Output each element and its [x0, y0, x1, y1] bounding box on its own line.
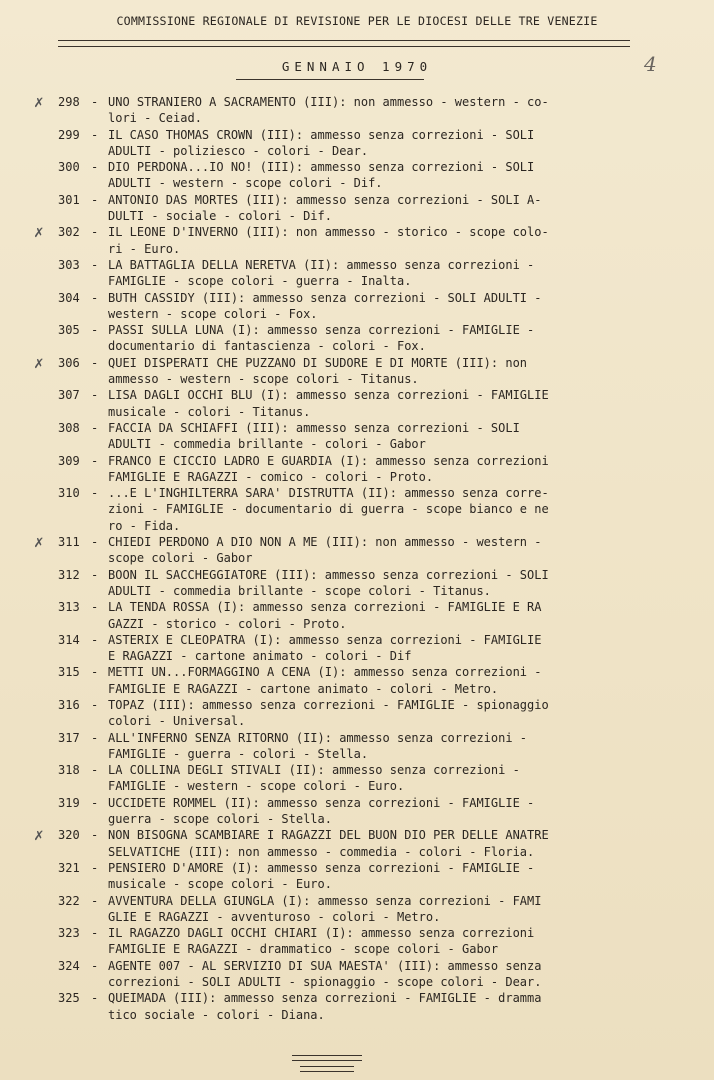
entry-text-line: METTI UN...FORMAGGINO A CENA (I): ammesso senza correzioni - — [108, 665, 542, 680]
list-item — [0, 795, 714, 828]
entry-dash: - — [91, 160, 99, 175]
entry-dash: - — [91, 860, 99, 875]
entry-number: 322 — [58, 893, 80, 908]
list-item — [0, 664, 714, 697]
entry-text-line: UCCIDETE ROMMEL (II): ammesso senza correzioni - FAMIGLIE - — [108, 795, 535, 810]
list-item — [0, 762, 714, 795]
entry-dash: - — [91, 535, 99, 550]
entry-dash: - — [91, 958, 99, 973]
entry-number: 302 — [58, 225, 80, 240]
list-item — [0, 925, 714, 958]
header-double-rule — [58, 40, 630, 47]
entry-text-line: FAMIGLIE - guerra - colori - Stella. — [108, 746, 369, 761]
list-item — [0, 127, 714, 160]
entry-text-line: ALL'INFERNO SENZA RITORNO (II): ammesso senza correzioni - — [108, 730, 528, 745]
entry-dash: - — [91, 323, 99, 338]
entry-text-line: ammesso - western - scope colori - Titanus. — [108, 372, 419, 387]
document-header: COMMISSIONE REGIONALE DI REVISIONE PER LE DIOCESI DELLE TRE VENEZIE — [116, 14, 598, 28]
entry-dash: - — [91, 763, 99, 778]
list-item — [0, 958, 714, 991]
entry-text-line: ...E L'INGHILTERRA SARA' DISTRUTTA (II): ammesso senza corre- — [108, 486, 549, 501]
entry-number: 320 — [58, 828, 80, 843]
entry-number: 317 — [58, 730, 80, 745]
handwritten-cross-mark-icon: ✗ — [34, 352, 44, 372]
list-item — [0, 94, 714, 127]
entry-text-line: ri - Euro. — [108, 241, 181, 256]
entry-number: 309 — [58, 453, 80, 468]
entry-dash: - — [91, 225, 99, 240]
entry-dash: - — [91, 795, 99, 810]
handwritten-cross-mark-icon: ✗ — [34, 532, 44, 552]
entry-text-line: FAMIGLIE E RAGAZZI - comico - colori - Proto. — [108, 469, 434, 484]
entry-text-line: IL RAGAZZO DAGLI OCCHI CHIARI (I): ammesso senza correzioni — [108, 926, 535, 941]
entry-text-line: LA BATTAGLIA DELLA NERETVA (II): ammesso senza correzioni - — [108, 257, 535, 272]
entry-text-line: musicale - scope colori - Euro. — [108, 877, 332, 892]
entry-text-line: correzioni - SOLI ADULTI - spionaggio - scope colori - Dear. — [108, 975, 542, 990]
entry-text-line: colori - Universal. — [108, 714, 246, 729]
list-item — [0, 322, 714, 355]
entry-number: 308 — [58, 420, 80, 435]
entry-text-line: ADULTI - poliziesco - colori - Dear. — [108, 143, 369, 158]
list-item — [0, 257, 714, 290]
entry-text-line: GAZZI - storico - colori - Proto. — [108, 616, 347, 631]
entry-number: 314 — [58, 632, 80, 647]
entry-number: 306 — [58, 355, 80, 370]
list-item — [0, 697, 714, 730]
entry-dash: - — [91, 355, 99, 370]
entry-text-line: ANTONIO DAS MORTES (III): ammesso senza correzioni - SOLI A- — [108, 192, 542, 207]
entry-dash: - — [91, 453, 99, 468]
entry-number: 325 — [58, 991, 80, 1006]
entry-number: 321 — [58, 860, 80, 875]
entry-dash: - — [91, 697, 99, 712]
entry-text-line: IL CASO THOMAS CROWN (III): ammesso senza correzioni - SOLI — [108, 127, 535, 142]
entry-dash: - — [91, 828, 99, 843]
entry-number: 301 — [58, 192, 80, 207]
entry-text-line: LA COLLINA DEGLI STIVALI (II): ammesso senza correzioni - — [108, 763, 520, 778]
entry-number: 299 — [58, 127, 80, 142]
entry-dash: - — [91, 600, 99, 615]
entry-text-line: TOPAZ (III): ammesso senza correzioni - FAMIGLIE - spionaggio — [108, 697, 549, 712]
film-review-list — [0, 94, 714, 1023]
list-item — [0, 827, 714, 860]
entry-number: 307 — [58, 388, 80, 403]
footer-rule — [292, 1055, 362, 1061]
entry-text-line: documentario di fantascienza - colori - Fox. — [108, 339, 426, 354]
entry-text-line: scope colori - Gabor — [108, 551, 253, 566]
entry-text-line: ro - Fida. — [108, 518, 181, 533]
entry-text-line: guerra - scope colori - Stella. — [108, 812, 332, 827]
list-item — [0, 485, 714, 534]
entry-dash: - — [91, 730, 99, 745]
entry-dash: - — [91, 632, 99, 647]
list-item — [0, 290, 714, 323]
entry-number: 312 — [58, 567, 80, 582]
entry-number: 324 — [58, 958, 80, 973]
month-heading: GENNAIO 1970 — [281, 59, 433, 74]
entry-text-line: FRANCO E CICCIO LADRO E GUARDIA (I): ammesso senza correzioni — [108, 453, 549, 468]
entry-text-line: ADULTI - western - scope colori - Dif. — [108, 176, 383, 191]
handwritten-page-number: 4 — [644, 52, 657, 76]
entry-text-line: musicale - colori - Titanus. — [108, 404, 311, 419]
entry-number: 311 — [58, 535, 80, 550]
entry-text-line: E RAGAZZI - cartone animato - colori - Dif — [108, 649, 412, 664]
entry-number: 318 — [58, 763, 80, 778]
list-item — [0, 159, 714, 192]
list-item — [0, 990, 714, 1023]
entry-number: 304 — [58, 290, 80, 305]
entry-number: 315 — [58, 665, 80, 680]
entry-text-line: FAMIGLIE E RAGAZZI - cartone animato - colori - Metro. — [108, 681, 499, 696]
entry-dash: - — [91, 127, 99, 142]
entry-dash: - — [91, 665, 99, 680]
list-item — [0, 420, 714, 453]
list-item — [0, 730, 714, 763]
entry-text-line: DIO PERDONA...IO NO! (III): ammesso senza correzioni - SOLI — [108, 160, 535, 175]
entry-dash: - — [91, 420, 99, 435]
footer-rule-lower — [300, 1066, 354, 1072]
entry-text-line: zioni - FAMIGLIE - documentario di guerra - scope bianco e ne — [108, 502, 549, 517]
entry-text-line: UNO STRANIERO A SACRAMENTO (III): non ammesso - western - co- — [108, 95, 549, 109]
entry-text-line: CHIEDI PERDONO A DIO NON A ME (III): non ammesso - western - — [108, 535, 542, 550]
list-item — [0, 860, 714, 893]
entry-text-line: FAMIGLIE E RAGAZZI - drammatico - scope colori - Gabor — [108, 942, 499, 957]
entry-text-line: QUEI DISPERATI CHE PUZZANO DI SUDORE E DI MORTE (III): non — [108, 355, 528, 370]
entry-dash: - — [91, 991, 99, 1006]
entry-number: 316 — [58, 697, 80, 712]
entry-text-line: PENSIERO D'AMORE (I): ammesso senza correzioni - FAMIGLIE - — [108, 860, 535, 875]
list-item — [0, 567, 714, 600]
entry-text-line: FAMIGLIE - western - scope colori - Euro. — [108, 779, 405, 794]
entry-text-line: ADULTI - commedia brillante - scope colori - Titanus. — [108, 583, 491, 598]
list-item — [0, 192, 714, 225]
entry-text-line: ASTERIX E CLEOPATRA (I): ammesso senza correzioni - FAMIGLIE — [108, 632, 542, 647]
entry-number: 305 — [58, 323, 80, 338]
entry-text-line: GLIE E RAGAZZI - avventuroso - colori - Metro. — [108, 909, 441, 924]
month-underline — [236, 79, 424, 80]
entry-text-line: IL LEONE D'INVERNO (III): non ammesso - storico - scope colo- — [108, 225, 549, 240]
entry-text-line: tico sociale - colori - Diana. — [108, 1007, 325, 1022]
entry-dash: - — [91, 893, 99, 908]
entry-text-line: FAMIGLIE - scope colori - guerra - Inalta. — [108, 274, 412, 289]
entry-dash: - — [91, 388, 99, 403]
entry-text-line: AVVENTURA DELLA GIUNGLA (I): ammesso senza correzioni - FAMI — [108, 893, 542, 908]
list-item — [0, 224, 714, 257]
entry-number: 313 — [58, 600, 80, 615]
handwritten-cross-mark-icon: ✗ — [34, 825, 44, 845]
list-item — [0, 599, 714, 632]
entry-dash: - — [91, 257, 99, 272]
entry-text-line: BUTH CASSIDY (III): ammesso senza correzioni - SOLI ADULTI - — [108, 290, 542, 305]
entry-text-line: LISA DAGLI OCCHI BLU (I): ammesso senza correzioni - FAMIGLIE — [108, 388, 549, 403]
entry-text-line: DULTI - sociale - colori - Dif. — [108, 209, 332, 224]
entry-dash: - — [91, 95, 99, 109]
list-item — [0, 387, 714, 420]
entry-dash: - — [91, 926, 99, 941]
entry-text-line: western - scope colori - Fox. — [108, 306, 318, 321]
entry-text-line: LA TENDA ROSSA (I): ammesso senza correzioni - FAMIGLIE E RA — [108, 600, 542, 615]
list-item — [0, 352, 714, 388]
entry-text-line: ADULTI - commedia brillante - colori - Gabor — [108, 437, 426, 452]
entry-number: 303 — [58, 257, 80, 272]
entry-number: 310 — [58, 486, 80, 501]
entry-number: 298 — [58, 95, 80, 109]
entry-text-line: QUEIMADA (III): ammesso senza correzioni - FAMIGLIE - dramma — [108, 991, 542, 1006]
entry-dash: - — [91, 192, 99, 207]
handwritten-cross-mark-icon: ✗ — [34, 222, 44, 242]
entry-text-line: BOON IL SACCHEGGIATORE (III): ammesso senza correzioni - SOLI — [108, 567, 549, 582]
entry-number: 319 — [58, 795, 80, 810]
entry-text-line: lori - Ceiad. — [108, 111, 202, 126]
list-item — [0, 453, 714, 486]
entry-text-line: AGENTE 007 - AL SERVIZIO DI SUA MAESTA' (III): ammesso senza — [108, 958, 542, 973]
list-item — [0, 534, 714, 567]
entry-number: 323 — [58, 926, 80, 941]
entry-number: 300 — [58, 160, 80, 175]
entry-text-line: NON BISOGNA SCAMBIARE I RAGAZZI DEL BUON DIO PER DELLE ANATRE — [108, 828, 549, 843]
list-item — [0, 893, 714, 926]
list-item — [0, 632, 714, 665]
entry-dash: - — [91, 290, 99, 305]
entry-dash: - — [91, 486, 99, 501]
handwritten-cross-mark-icon: ✗ — [34, 92, 44, 111]
entry-text-line: PASSI SULLA LUNA (I): ammesso senza correzioni - FAMIGLIE - — [108, 323, 535, 338]
entry-text-line: SELVATICHE (III): non ammesso - commedia - colori - Floria. — [108, 844, 535, 859]
entry-dash: - — [91, 567, 99, 582]
entry-text-line: FACCIA DA SCHIAFFI (III): ammesso senza correzioni - SOLI — [108, 420, 520, 435]
